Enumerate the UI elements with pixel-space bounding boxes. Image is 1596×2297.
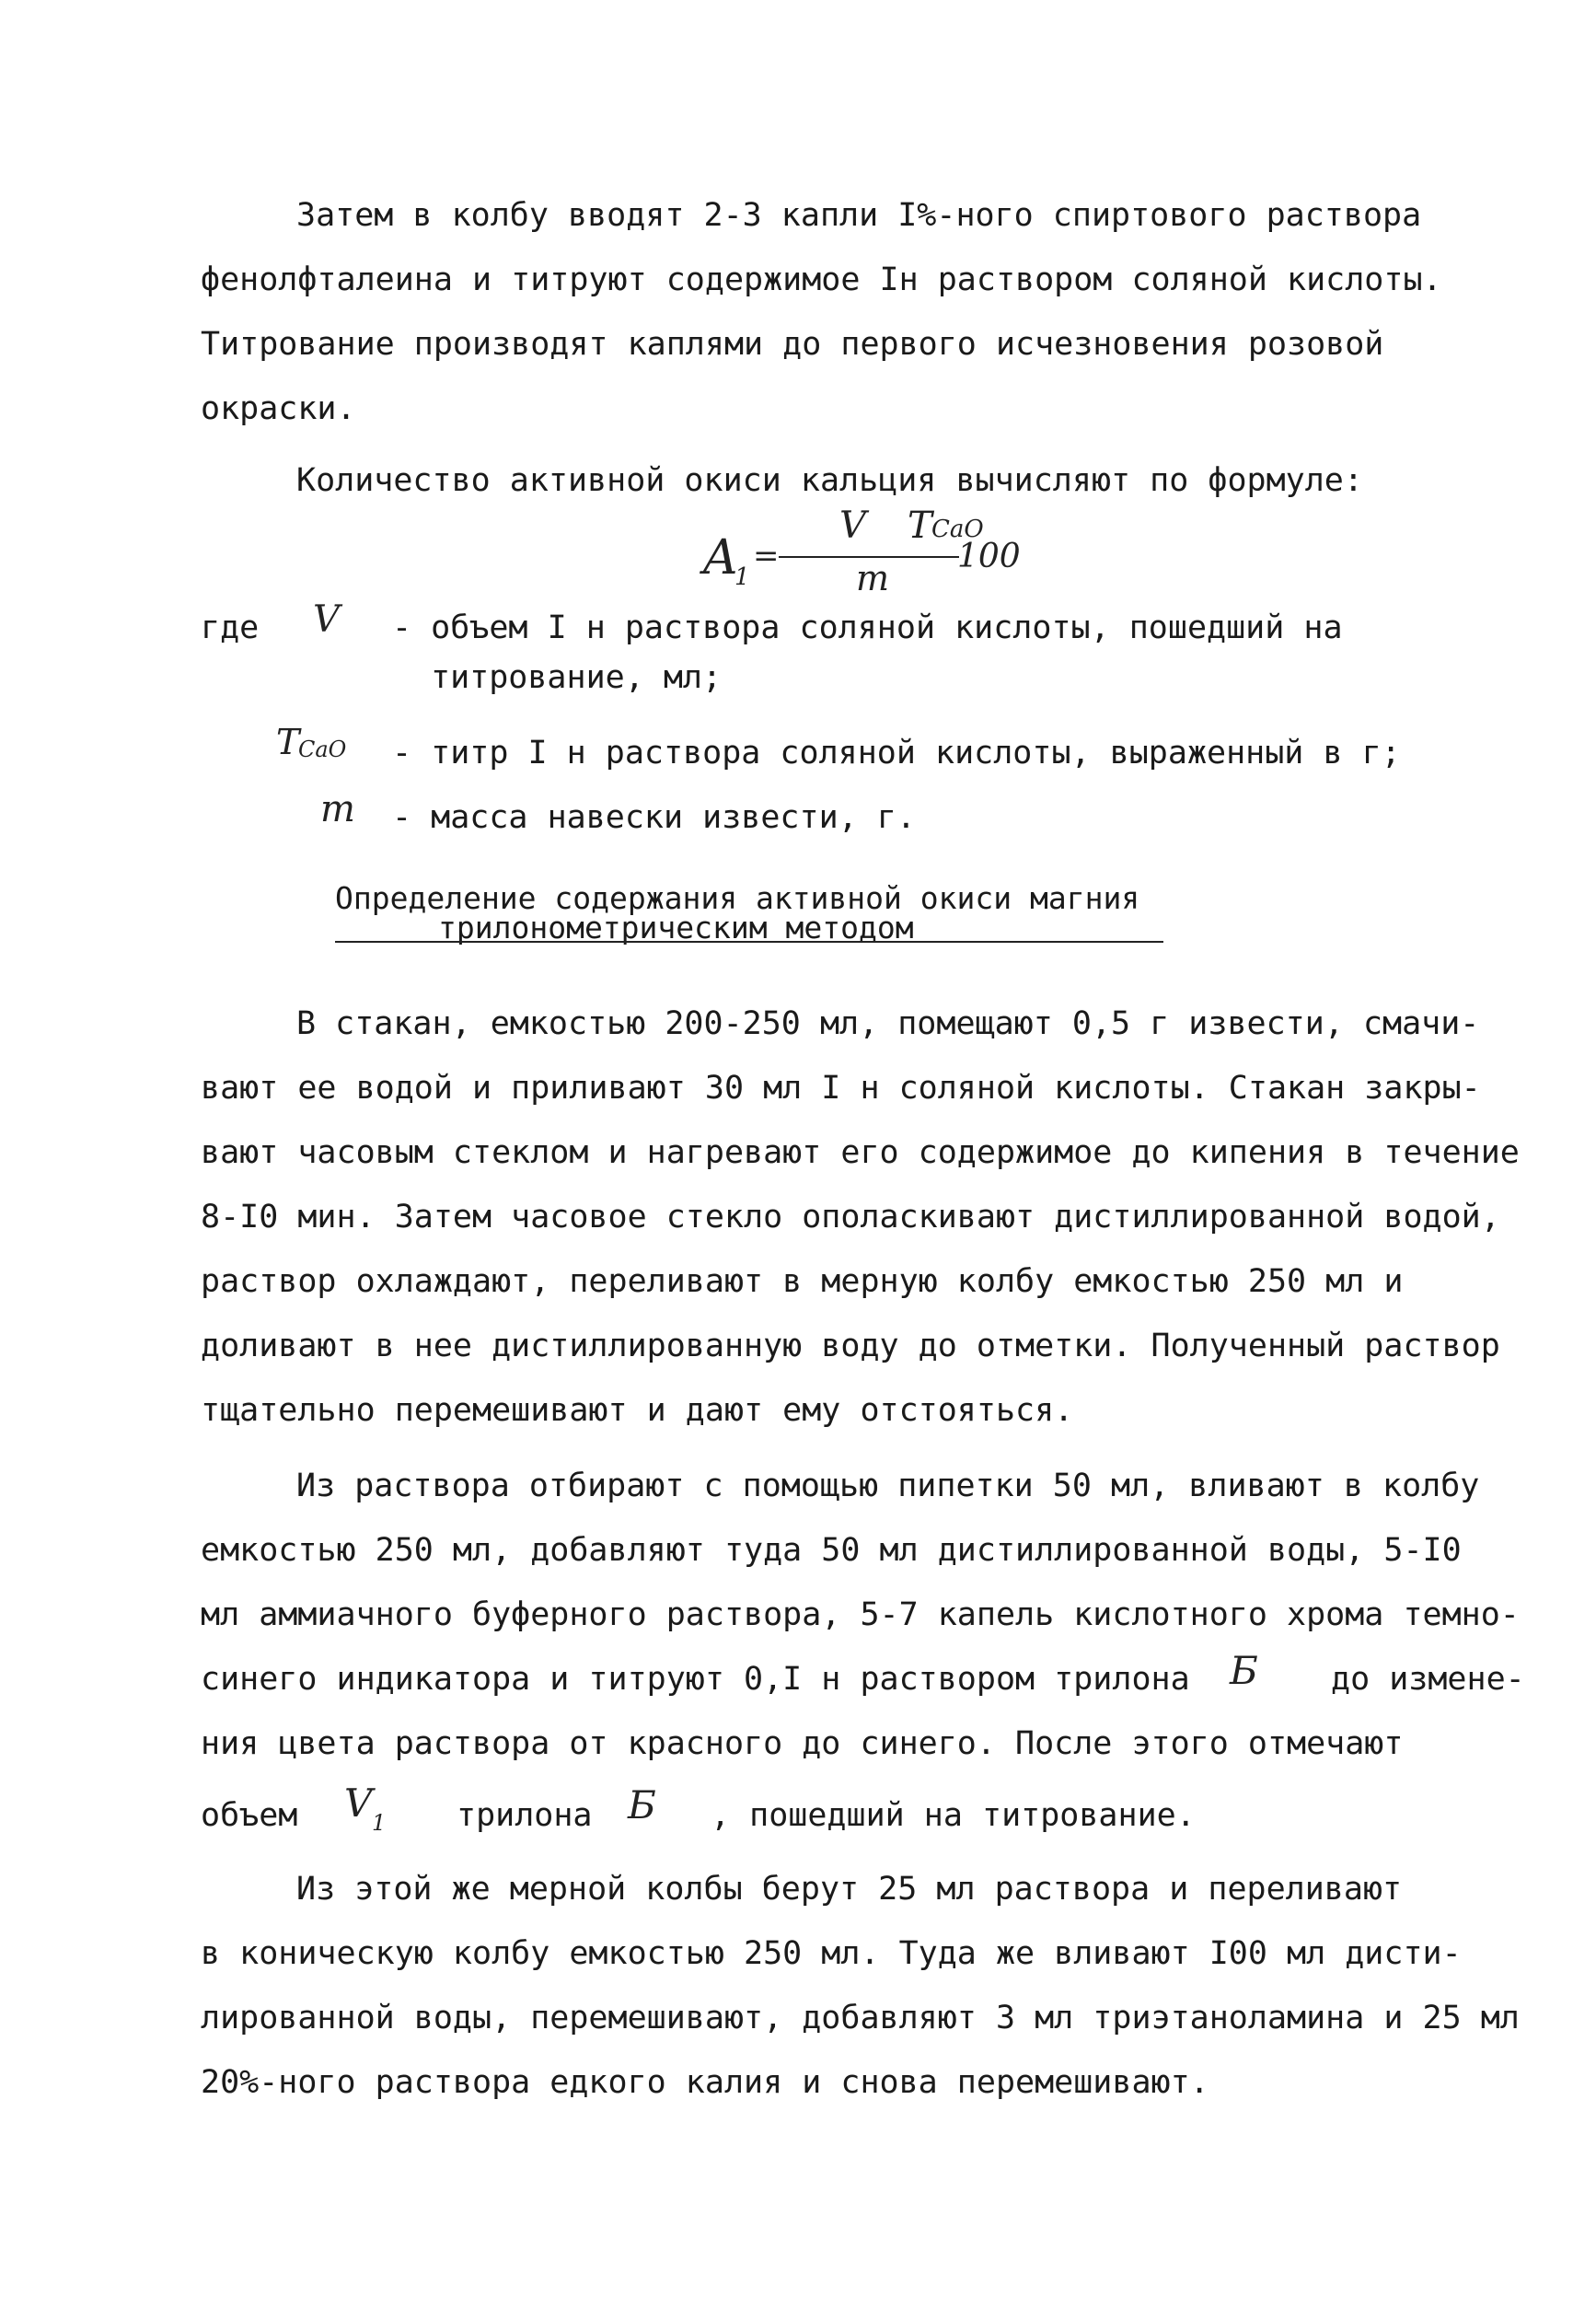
paragraph-1-line-1: Затем в колбу вводят 2-3 капли I%-ного спиртового раствора: [296, 197, 1422, 234]
paragraph-3-line-1: Из раствора отбирают с помощью пипетки 50 мл, вливают в колбу: [296, 1468, 1480, 1504]
formula-lhs-subscript: 1: [734, 563, 750, 591]
formula-multiplier: 100: [957, 538, 1021, 575]
definition-v-text-continued: титрование, мл;: [431, 659, 723, 696]
paragraph-2-line-4: 8-I0 мин. Затем часовое стекло ополаскивают дистиллированной водой,: [201, 1199, 1500, 1236]
paragraph-2-line-2: вают ее водой и приливают 30 мл I н соляной кислоты. Стакан закры-: [201, 1070, 1481, 1107]
paragraph-4-line-1: Из этой же мерной колбы берут 25 мл раствора и переливают: [296, 1871, 1403, 1908]
formula-equals: =: [753, 538, 780, 574]
definition-symbol-v: V: [313, 598, 340, 641]
paragraph-4-line-2: в коническую колбу емкостью 250 мл. Туда же вливают I00 мл дисти-: [201, 1935, 1462, 1972]
definition-symbol-m: m: [320, 788, 355, 830]
paragraph-2-line-6: доливают в нее дистиллированную воду до отметки. Полученный раствор: [201, 1328, 1500, 1364]
paragraph-1-line-4: окраски.: [201, 390, 356, 427]
trilon-b-symbol-2: Б: [628, 1782, 656, 1827]
paragraph-3-line-6-end: , пошедший на титрование.: [711, 1797, 1196, 1834]
paragraph-1-line-2: фенолфталеина и титруют содержимое Iн раствором соляной кислоты.: [201, 261, 1442, 298]
formula-numerator-t-subscript: CaO: [931, 516, 984, 543]
section-heading-line-2: трилонометрическим методом: [438, 910, 914, 945]
section-heading-line-1: Определение содержания активной окиси магния: [335, 880, 1140, 916]
paragraph-3-line-2: емкостью 250 мл, добавляют туда 50 мл дистиллированной воды, 5-I0: [201, 1532, 1462, 1569]
formula-intro: Количество активной окиси кальция вычисляют по формуле:: [296, 462, 1363, 499]
paragraph-3-line-4-end: до измене-: [1331, 1661, 1525, 1698]
volume-v1-symbol: V: [344, 1781, 373, 1826]
paragraph-2-line-3: вают часовым стеклом и нагревают его содержимое до кипения в течение: [201, 1134, 1520, 1171]
paragraph-4-line-3: лированной воды, перемешивают, добавляют 3 мл триэтаноламина и 25 мл: [201, 2000, 1520, 2036]
paragraph-4-line-4: 20%-ного раствора едкого калия и снова перемешивают.: [201, 2064, 1209, 2101]
heading-underline: [335, 941, 1163, 943]
paragraph-3-line-3: мл аммиачного буферного раствора, 5-7 капель кислотного хрома темно-: [201, 1596, 1520, 1633]
formula-denominator: m: [856, 558, 890, 598]
paragraph-2-line-1: В стакан, емкостью 200-250 мл, помещают 0,5 г извести, смачи-: [296, 1005, 1480, 1042]
paragraph-3-line-6-trilon: трилона: [457, 1797, 593, 1834]
definition-t-text: - титр I н раствора соляной кислоты, выраженный в г;: [392, 735, 1401, 771]
definition-m-text: - масса навески извести, г.: [392, 799, 916, 836]
paragraph-2-line-7: тщательно перемешивают и дают ему отстояться.: [201, 1392, 1074, 1429]
where-label: где: [201, 609, 260, 646]
trilon-b-symbol: Б: [1230, 1648, 1258, 1693]
formula-lhs: A: [703, 530, 738, 586]
paragraph-3-line-6-start: объем: [201, 1797, 298, 1834]
formula-numerator-v: V: [839, 505, 866, 547]
paragraph-3-line-4-start: синего индикатора и титруют 0,I н раствором трилона: [201, 1661, 1190, 1698]
volume-v1-subscript: 1: [372, 1810, 387, 1836]
paragraph-1-line-3: Титрование производят каплями до первого исчезновения розовой: [201, 326, 1384, 363]
definition-symbol-t: T: [276, 722, 300, 762]
definition-symbol-t-subscript: CaO: [298, 737, 347, 762]
paragraph-3-line-5: ния цвета раствора от красного до синего. После этого отмечают: [201, 1725, 1404, 1762]
paragraph-2-line-5: раствор охлаждают, переливают в мерную колбу емкостью 250 мл и: [201, 1263, 1404, 1300]
definition-v-text: - объем I н раствора соляной кислоты, пошедший на: [392, 609, 1343, 646]
formula-numerator-t: T: [908, 505, 932, 547]
